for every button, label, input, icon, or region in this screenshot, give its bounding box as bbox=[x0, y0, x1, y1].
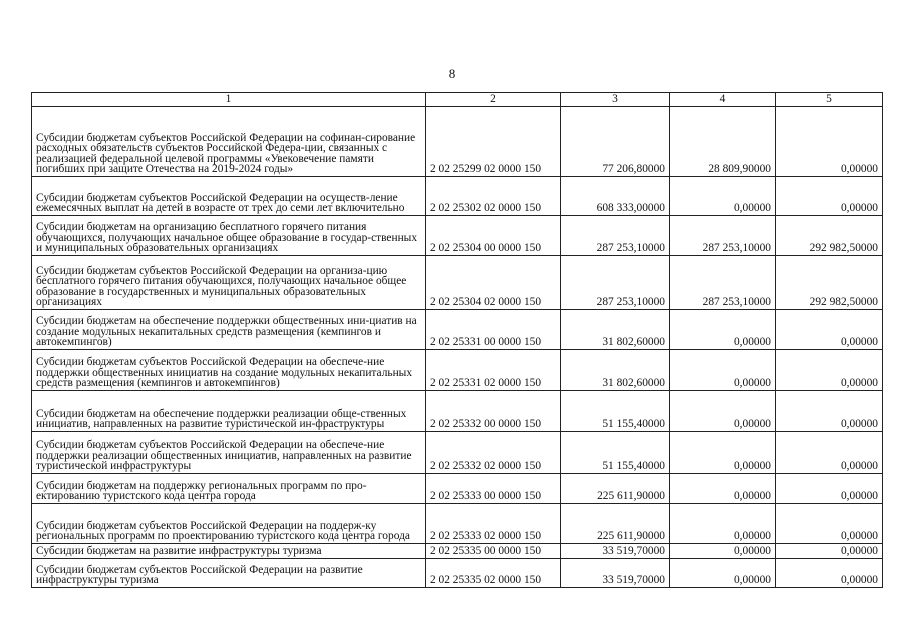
amount-col5: 0,00000 bbox=[776, 107, 883, 177]
amount-col3: 225 611,90000 bbox=[561, 504, 670, 544]
budget-code: 2 02 25331 02 0000 150 bbox=[426, 350, 561, 391]
amount-col5: 0,00000 bbox=[776, 474, 883, 504]
amount-col3: 31 802,60000 bbox=[561, 350, 670, 391]
budget-code: 2 02 25299 02 0000 150 bbox=[426, 107, 561, 177]
budget-code: 2 02 25304 02 0000 150 bbox=[426, 256, 561, 310]
row-description: Субсидии бюджетам субъектов Российской Федерации на обеспече-ние поддержки общественных инициатив на создание модульных некапитальных средств размещения (кемпингов и автокемпингов) bbox=[32, 350, 426, 391]
amount-col3: 225 611,90000 bbox=[561, 474, 670, 504]
amount-col4: 0,00000 bbox=[670, 310, 776, 350]
row-description: Субсидии бюджетам на поддержку региональных программ по про-ектированию туристского кода центра города bbox=[32, 474, 426, 504]
budget-code: 2 02 25333 02 0000 150 bbox=[426, 504, 561, 544]
amount-col4: 0,00000 bbox=[670, 350, 776, 391]
amount-col4: 287 253,10000 bbox=[670, 256, 776, 310]
row-description: Субсидии бюджетам на обеспечение поддержки реализации обще-ственных инициатив, направленных на развитие туристической ин-фраструктуры bbox=[32, 391, 426, 432]
row-description: Субсидии бюджетам на организацию бесплатного горячего питания обучающихся, получающих начальное общее образование в государ-ственных и муниципальных образовательных организациях bbox=[32, 216, 426, 256]
table-row bbox=[32, 432, 883, 474]
amount-col4: 0,00000 bbox=[670, 432, 776, 474]
budget-code: 2 02 25335 00 0000 150 bbox=[426, 544, 561, 559]
amount-col3: 33 519,70000 bbox=[561, 544, 670, 559]
amount-col5: 0,00000 bbox=[776, 559, 883, 588]
row-description: Субсидии бюджетам субъектов Российской Федерации на софинан-сирование расходных обязательств субъектов Российской Федера-ции, связанных с реализацией федеральной целевой программы «Увековечение памяти погибших при защите Отечества на 2019-2024 годы» bbox=[32, 107, 426, 177]
budget-code: 2 02 25332 02 0000 150 bbox=[426, 432, 561, 474]
row-description: Субсидии бюджетам на обеспечение поддержки общественных ини-циатив на создание модульных некапитальных средств размещения (кемпингов и автокемпингов) bbox=[32, 310, 426, 350]
budget-code: 2 02 25332 00 0000 150 bbox=[426, 391, 561, 432]
column-header-1: 1 bbox=[32, 93, 426, 107]
amount-col3: 31 802,60000 bbox=[561, 310, 670, 350]
amount-col5: 0,00000 bbox=[776, 310, 883, 350]
amount-col5: 0,00000 bbox=[776, 391, 883, 432]
amount-col4: 0,00000 bbox=[670, 559, 776, 588]
column-header-4: 4 bbox=[670, 93, 776, 107]
amount-col4: 0,00000 bbox=[670, 474, 776, 504]
row-description: Субсидии бюджетам на развитие инфраструктуры туризма bbox=[32, 544, 426, 559]
amount-col3: 33 519,70000 bbox=[561, 559, 670, 588]
table-row bbox=[32, 559, 883, 588]
amount-col4: 287 253,10000 bbox=[670, 216, 776, 256]
table-row bbox=[32, 350, 883, 391]
amount-col4: 0,00000 bbox=[670, 177, 776, 216]
page-number: 8 bbox=[448, 66, 456, 81]
row-description: Субсидии бюджетам субъектов Российской Федерации на осуществ-ление ежемесячных выплат на детей в возрасте от трех до семи лет включительно bbox=[32, 177, 426, 216]
amount-col5: 292 982,50000 bbox=[776, 256, 883, 310]
table-row bbox=[32, 310, 883, 350]
table-row bbox=[32, 391, 883, 432]
table-row bbox=[32, 474, 883, 504]
table-row bbox=[32, 504, 883, 544]
table-row bbox=[32, 177, 883, 216]
amount-col5: 0,00000 bbox=[776, 350, 883, 391]
amount-col4: 28 809,90000 bbox=[670, 107, 776, 177]
table-row bbox=[32, 216, 883, 256]
column-header-2: 2 bbox=[426, 93, 561, 107]
row-description: Субсидии бюджетам субъектов Российской Федерации на развитие инфраструктуры туризма bbox=[32, 559, 426, 588]
amount-col3: 51 155,40000 bbox=[561, 391, 670, 432]
amount-col3: 608 333,00000 bbox=[561, 177, 670, 216]
column-header-3: 3 bbox=[561, 93, 670, 107]
amount-col4: 0,00000 bbox=[670, 391, 776, 432]
amount-col5: 0,00000 bbox=[776, 177, 883, 216]
amount-col3: 77 206,80000 bbox=[561, 107, 670, 177]
amount-col3: 287 253,10000 bbox=[561, 216, 670, 256]
budget-code: 2 02 25333 00 0000 150 bbox=[426, 474, 561, 504]
budget-code: 2 02 25335 02 0000 150 bbox=[426, 559, 561, 588]
table-row bbox=[32, 107, 883, 177]
amount-col3: 287 253,10000 bbox=[561, 256, 670, 310]
amount-col3: 51 155,40000 bbox=[561, 432, 670, 474]
budget-code: 2 02 25304 00 0000 150 bbox=[426, 216, 561, 256]
row-description: Субсидии бюджетам субъектов Российской Федерации на обеспече-ние поддержки реализации общественных инициатив, направленных на развитие туристической инфраструктуры bbox=[32, 432, 426, 474]
amount-col4: 0,00000 bbox=[670, 544, 776, 559]
row-description: Субсидии бюджетам субъектов Российской Федерации на организа-цию бесплатного горячего питания обучающихся, получающих начальное общее образование в государственных и муниципальных образовательных организациях bbox=[32, 256, 426, 310]
budget-table bbox=[31, 92, 883, 588]
amount-col5: 0,00000 bbox=[776, 432, 883, 474]
amount-col4: 0,00000 bbox=[670, 504, 776, 544]
amount-col5: 0,00000 bbox=[776, 544, 883, 559]
amount-col5: 0,00000 bbox=[776, 504, 883, 544]
amount-col5: 292 982,50000 bbox=[776, 216, 883, 256]
budget-code: 2 02 25331 00 0000 150 bbox=[426, 310, 561, 350]
row-description: Субсидии бюджетам субъектов Российской Федерации на поддерж-ку региональных программ по проектированию туристского кода центра города bbox=[32, 504, 426, 544]
column-header-5: 5 bbox=[776, 93, 883, 107]
table-row bbox=[32, 544, 883, 559]
budget-code: 2 02 25302 02 0000 150 bbox=[426, 177, 561, 216]
table-row bbox=[32, 256, 883, 310]
header-row bbox=[32, 93, 883, 107]
